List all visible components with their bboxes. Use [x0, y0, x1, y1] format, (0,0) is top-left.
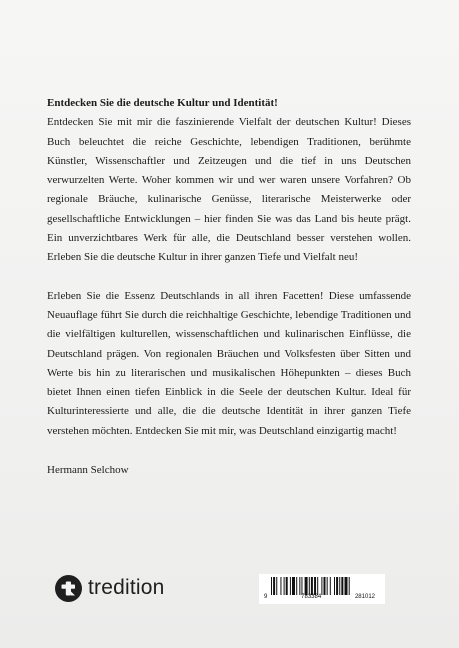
- barcode-bar: [336, 577, 338, 595]
- barcode-bar: [286, 577, 288, 595]
- author-name: Hermann Selchow: [47, 464, 129, 477]
- paragraph-spacer: [47, 441, 411, 461]
- barcode-bar: [309, 577, 310, 595]
- barcode-bar: [314, 577, 316, 595]
- barcode-bar: [301, 577, 302, 595]
- barcode-bar: [321, 577, 322, 595]
- barcode-digits: [259, 594, 385, 604]
- description-paragraph-1: Entdecken Sie mit mir die faszinierende Vielfalt der deutschen Kultur! Dieses Buch beleuchtet die reiche Geschichte, lebendigen Traditionen, berühmte Künstler, Wissenschaftler und Zeitzeugen und die tief in uns Deutschen verwurzelten Werte. Woher kommen wir und wer waren unsere Vorfahren? Ob regionale Bräuche, kulinarische Genüsse, literarische Meisterwerke oder gesellschaftliche Entwicklungen – hier finden Sie was das Land bis heute prägt. Ein unverzichtbares Werk für alle, die Deutschland besser verstehen wollen. Erleben Sie die deutsche Kultur in ihrer ganzen Tiefe und Vielfalt neu!: [47, 116, 411, 264]
- barcode-bar: [317, 577, 318, 595]
- barcode-bar: [339, 577, 340, 595]
- barcode-bar: [284, 577, 285, 595]
- barcode-bar: [280, 577, 281, 595]
- barcode-bar: [311, 577, 313, 595]
- barcode-bar: [305, 577, 308, 595]
- barcode-bar: [345, 577, 348, 595]
- paragraph-spacer: [47, 268, 411, 287]
- back-cover-text: [47, 94, 411, 480]
- headline: Entdecken Sie die deutsche Kultur und Identität!: [47, 97, 278, 109]
- barcode-bar: [292, 577, 295, 595]
- barcode-bar: [334, 577, 335, 595]
- barcode-bar: [296, 577, 297, 595]
- barcode-bar: [299, 577, 300, 595]
- barcode-bar: [327, 577, 328, 595]
- barcode-bar: [330, 577, 331, 595]
- barcode-bar: [276, 577, 277, 595]
- barcode-digit-prefix: 9: [264, 594, 268, 600]
- barcode-bar: [271, 577, 272, 595]
- barcode-bars: [271, 577, 375, 595]
- barcode-bar: [349, 577, 350, 595]
- barcode-bar: [341, 577, 343, 595]
- description-paragraph-2: Erleben Sie die Essenz Deutschlands in all ihren Facetten! Diese umfassende Neuauflage führt Sie durch die reichhaltige Geschichte, lebendige Traditionen und die vielfältigen kulturellen, wissenschaftlichen und kulinarischen Einflüsse, die Deutschland prägen. Von regionalen Bräuchen und Volksfesten über Sitten und Werte bis hin zu literarischen und musikalischen Höhepunkten – dieses Buch bietet Ihnen einen tiefen Einblick in die Seele der deutschen Kultur. Ideal für Kulturinteressierte und alle, die die deutsche Identität in ihrer ganzen Tiefe verstehen möchten. Entdecken Sie mit mir, was Deutschland einzigartig macht!: [47, 289, 411, 437]
- barcode-bar: [324, 577, 326, 595]
- barcode-digit-group-2: 281012: [354, 594, 375, 600]
- barcode-bar: [290, 577, 291, 595]
- barcode-digit-group-1: 783384: [301, 594, 322, 600]
- publisher-logo: [55, 574, 165, 602]
- isbn-barcode: [259, 574, 385, 604]
- tredition-logo-icon: [55, 575, 82, 602]
- barcode-bar: [273, 577, 275, 595]
- publisher-name: tredition: [88, 576, 165, 599]
